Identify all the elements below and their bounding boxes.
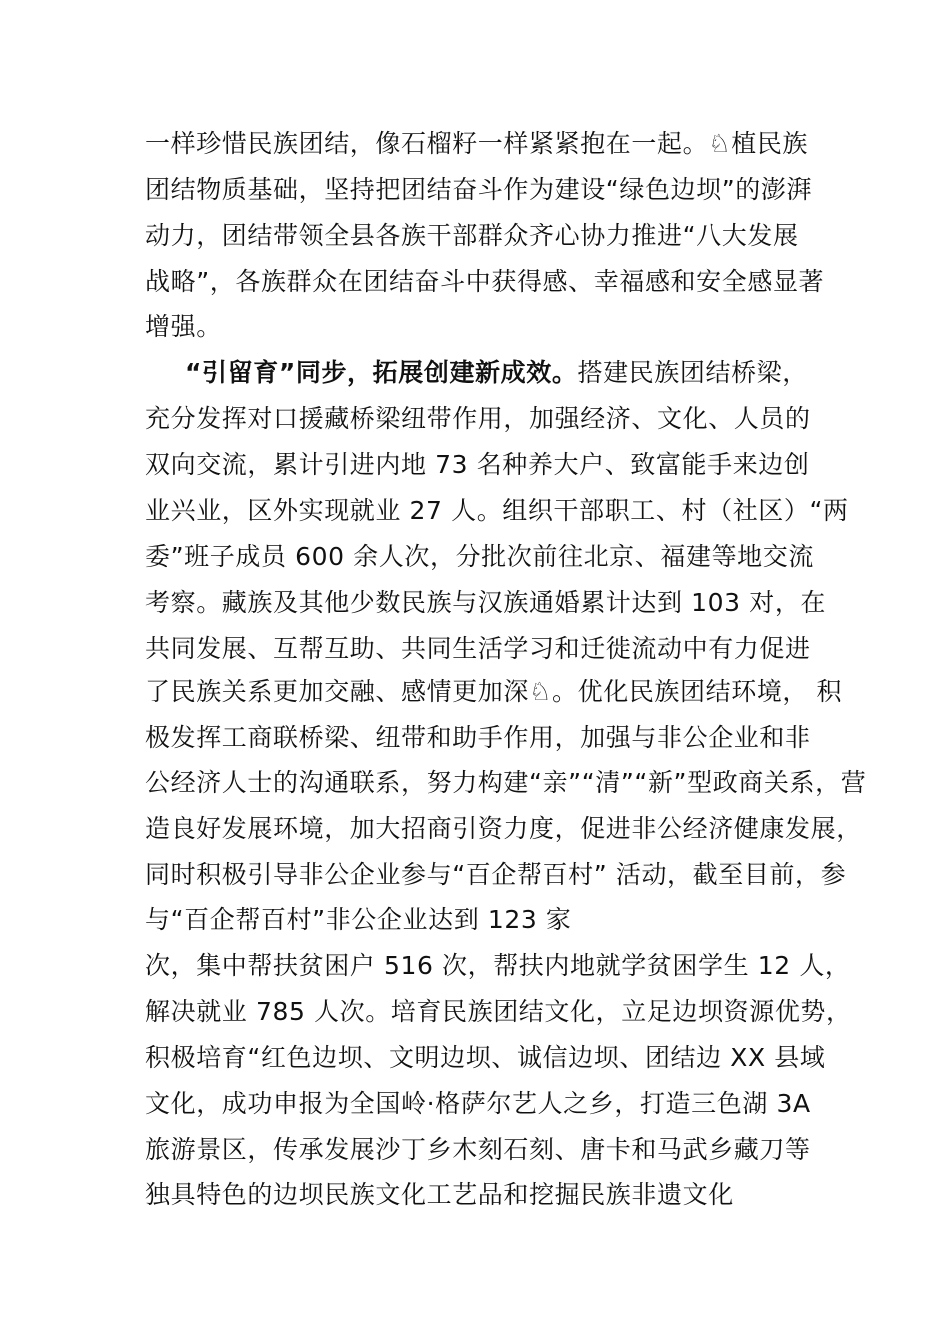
paragraph-line: 考察。藏族及其他少数民族与汉族通婚累计达到 103 对，在 [145, 588, 827, 617]
paragraph-text: 搭建民族团结桥梁， [577, 358, 808, 387]
paragraph-line [185, 357, 808, 389]
paragraph-line: 造良好发展环境，加大招商引资力度，促进非公经济健康发展， [145, 814, 862, 843]
paragraph-line: 次，集中帮扶贫困户 516 次，帮扶内地就学贫困学生 12 人， [145, 951, 851, 980]
paragraph-line: 极发挥工商联桥梁、纽带和助手作用，加强与非公企业和非 [145, 723, 811, 752]
paragraph-line: 与“百企帮百村”非公企业达到 123 家 [145, 905, 572, 934]
paragraph-line: 独具特色的边坝民族文化工艺品和挖掘民族非遗文化 [145, 1180, 734, 1209]
paragraph-line: 业兴业，区外实现就业 27 人。组织干部职工、村（社区）“两 [145, 496, 849, 525]
paragraph-line: 公经济人士的沟通联系，努力构建“亲”“清”“新”型政商关系，营 [145, 768, 867, 797]
paragraph-line: 共同发展、互帮互助、共同生活学习和迁徙流动中有力促进 [145, 634, 811, 663]
section-heading: “引留育”同步，拓展创建新成效。 [185, 358, 578, 387]
paragraph-line: 了民族关系更加交融、感情更加深♘。优化民族团结环境， 积 [145, 677, 843, 706]
paragraph-line: 充分发挥对口援藏桥梁纽带作用，加强经济、文化、人员的 [145, 404, 811, 433]
paragraph-line: 动力，团结带领全县各族干部群众齐心协力推进“八大发展 [145, 221, 799, 250]
paragraph-line: 团结物质基础，坚持把团结奋斗作为建设“绿色边坝”的澎湃 [145, 175, 813, 204]
paragraph-line: 委”班子成员 600 余人次，分批次前往北京、福建等地交流 [145, 542, 814, 571]
paragraph-line: 同时积极引导非公企业参与“百企帮百村” 活动，截至目前，参 [145, 860, 847, 889]
paragraph-line: 积极培育“红色边坝、文明边坝、诚信边坝、团结边 XX 县域 [145, 1043, 826, 1072]
paragraph-line: 一样珍惜民族团结，像石榴籽一样紧紧抱在一起。♘植民族 [145, 129, 809, 158]
paragraph-line: 旅游景区，传承发展沙丁乡木刻石刻、唐卡和马武乡藏刀等 [145, 1135, 811, 1164]
paragraph-line: 解决就业 785 人次。培育民族团结文化，立足边坝资源优势， [145, 997, 852, 1026]
paragraph-line: 增强。 [145, 312, 222, 341]
paragraph-line: 文化，成功申报为全国岭·格萨尔艺人之乡，打造三色湖 3A [145, 1089, 811, 1118]
paragraph-line: 双向交流，累计引进内地 73 名种养大户、致富能手来边创 [145, 450, 810, 479]
paragraph-line: 战略”，各族群众在团结奋斗中获得感、幸福感和安全感显著 [145, 267, 825, 296]
